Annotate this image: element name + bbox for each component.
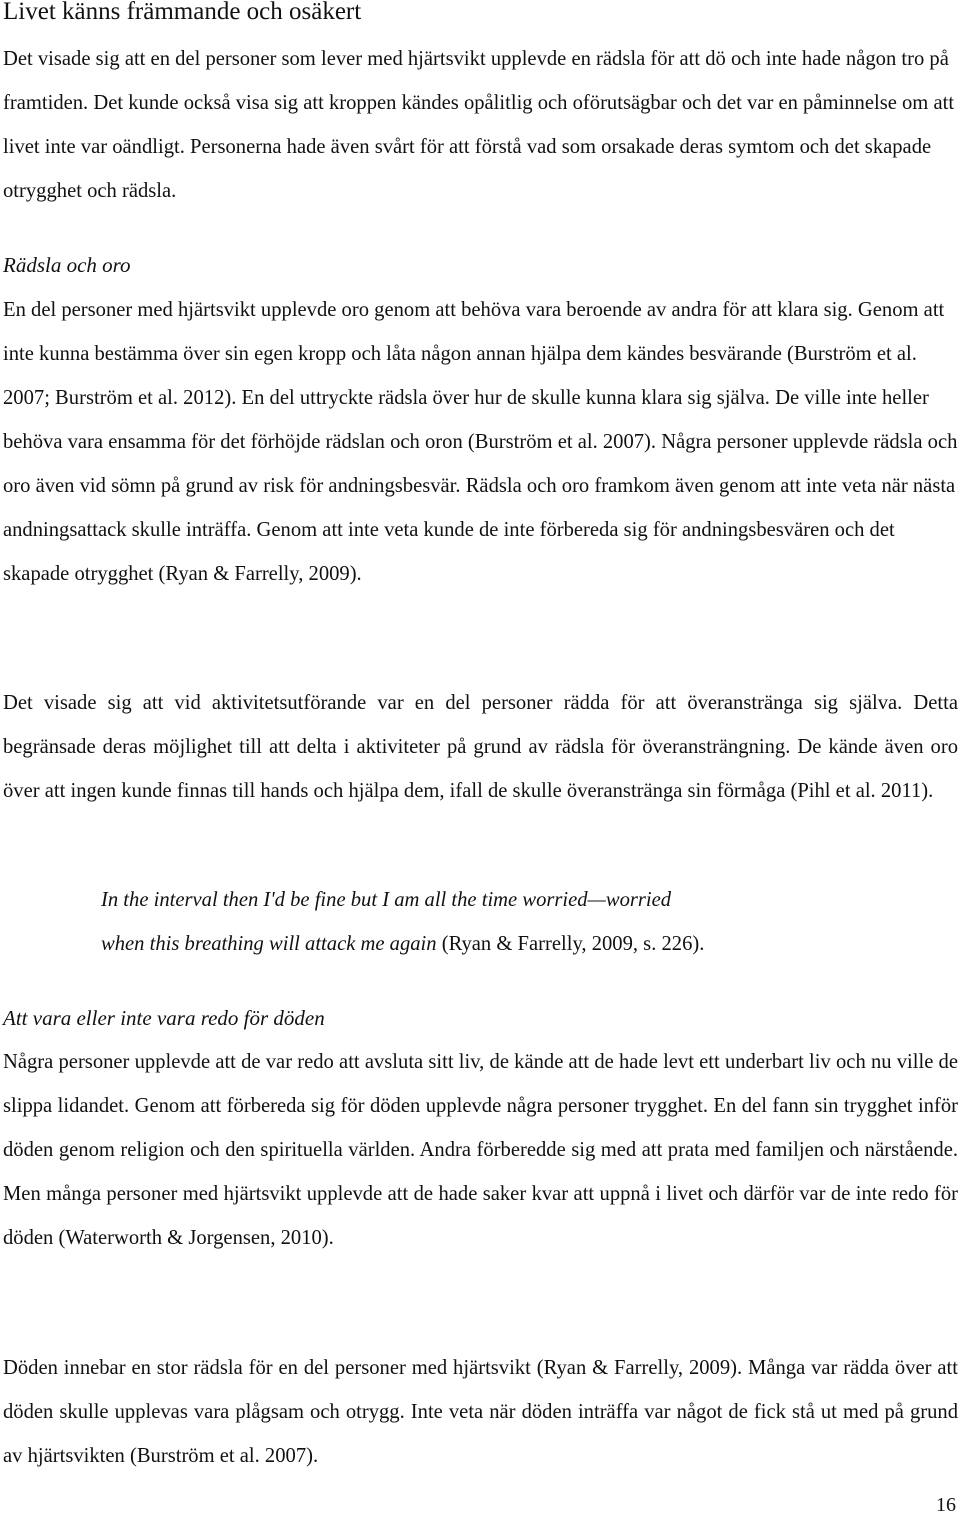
subheading-ready-for-death: Att vara eller inte vara redo för döden [3, 1006, 325, 1030]
page-number: 16 [936, 1494, 956, 1516]
paragraph-intro: Det visade sig att en del personer som lever med hjärtsvikt upplevde en rädsla för att dö och inte hade någon tro på framtiden. Det kunde också visa sig att kroppen kändes opålitlig och oförutsägbar och det var en påminnelse om att livet inte var oändligt. Personerna hade även svårt för att förstå vad som orsakade deras symtom och det skapade otrygghet och rädsla. [3, 48, 955, 202]
subheading-fear-and-worry: Rädsla och oro [3, 253, 131, 277]
quote-line-2 [101, 922, 901, 966]
paragraph-activity: Det visade sig att vid aktivitetsutförande var en del personer rädda för att överanstränga sig själva. Detta begränsade deras möjlighet till att delta i aktiviteter på grund av rädsla för överansträngning. De kände även oro över att ingen kunde finnas till hands och hjälpa dem, ifall de skulle överanstränga sin förmåga (Pihl et al. 2011). [3, 692, 958, 802]
block-quote [101, 878, 901, 966]
paragraph-death-fear: Döden innebar en stor rädsla för en del personer med hjärtsvikt (Ryan & Farrelly, 2009). Många var rädda över att döden skulle upplevas vara plågsam och otrygg. Inte veta när döden inträffa var något de fick stå ut med på grund av hjärtsvikten (Burström et al. 2007). [3, 1357, 958, 1467]
quote-line-1: In the interval then I'd be fine but I am all the time worried—worried [101, 889, 672, 911]
paragraph-fear-and-worry: En del personer med hjärtsvikt upplevde oro genom att behöva vara beroende av andra för att klara sig. Genom att inte kunna bestämma över sin egen kropp och låta någon annan hjälpa dem kändes besvärande (Burström et al. 2007; Burström et al. 2012). En del uttryckte rädsla över hur de skulle kunna klara sig själva. De ville inte heller behöva vara ensamma för det förhöjde rädslan och oron (Burström et al. 2007). Några personer upplevde rädsla och oro även vid sömn på grund av risk för andningsbesvär. Rädsla och oro framkom även genom att inte veta när nästa andningsattack skulle inträffa. Genom att inte veta kunde de inte förbereda sig för andningsbesvären och det skapade otrygghet (Ryan & Farrelly, 2009). [3, 299, 958, 585]
paragraph-ready-for-death: Några personer upplevde att de var redo att avsluta sitt liv, de kände att de hade levt ett underbart liv och nu ville de slippa lidandet. Genom att förbereda sig för döden upplevde några personer trygghet. En del fann sin trygghet inför döden genom religion och den spirituella världen. Andra förberedde sig med att prata med familjen och närstående. Men många personer med hjärtsvikt upplevde att de hade saker kvar att uppnå i livet och därför var de inte redo för döden (Waterworth & Jorgensen, 2010). [3, 1051, 958, 1249]
quote-line-2-text: when this breathing will attack me again [101, 933, 437, 955]
section-heading: Livet känns främmande och osäkert [3, 0, 362, 25]
quote-citation: (Ryan & Farrelly, 2009, s. 226). [436, 933, 705, 955]
